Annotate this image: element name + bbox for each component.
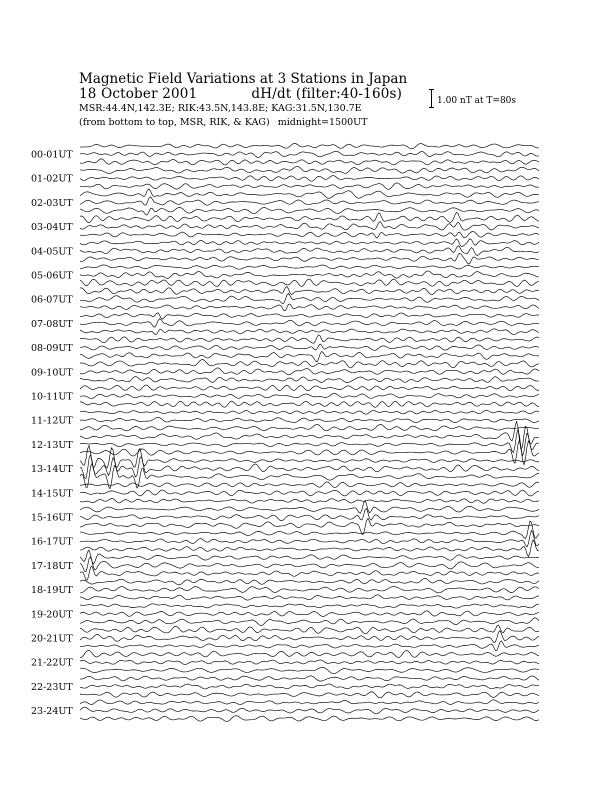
hour-row	[31, 335, 539, 362]
chart-date: 18 October 2001	[79, 86, 198, 102]
trace-kag	[80, 335, 539, 343]
trace-rik	[80, 221, 539, 230]
hour-label: 10-11UT	[31, 391, 73, 403]
trace-kag	[80, 700, 539, 705]
trace-msr	[80, 498, 539, 503]
trace-msr	[80, 667, 539, 673]
trace-msr	[80, 377, 539, 383]
trace-rik	[80, 587, 539, 593]
hour-row	[31, 313, 539, 335]
station-order-note: (from bottom to top, MSR, RIK, & KAG)	[79, 117, 270, 128]
trace-kag	[80, 578, 539, 585]
hour-row	[31, 650, 539, 673]
trace-msr	[80, 401, 539, 407]
midnight-note: midnight=1500UT	[277, 117, 368, 128]
trace-rik	[80, 197, 539, 205]
trace-rik	[80, 151, 539, 157]
hour-label: 15-16UT	[31, 512, 73, 524]
trace-kag	[80, 482, 539, 488]
trace-rik	[80, 660, 539, 665]
trace-kag	[80, 265, 539, 269]
hour-row	[31, 143, 539, 165]
trace-kag	[80, 676, 539, 681]
trace-kag	[80, 212, 539, 222]
hour-row	[31, 482, 539, 503]
hour-label: 11-12UT	[31, 415, 73, 427]
trace-rik	[80, 417, 539, 422]
trace-msr	[80, 424, 539, 430]
hour-label: 22-23UT	[31, 681, 73, 693]
hour-label: 05-06UT	[31, 270, 73, 282]
trace-msr	[80, 540, 539, 557]
trace-rik	[80, 684, 539, 689]
trace-kag	[80, 286, 539, 294]
hour-row	[31, 578, 539, 600]
hour-label: 09-10UT	[31, 367, 73, 379]
trace-msr	[80, 253, 539, 264]
trace-kag	[80, 385, 539, 391]
trace-kag	[80, 604, 539, 608]
hour-label: 16-17UT	[31, 536, 73, 548]
hour-row	[31, 521, 539, 557]
trace-msr	[80, 352, 539, 362]
trace-rik	[80, 368, 539, 375]
hour-row	[31, 625, 539, 651]
hour-row	[31, 166, 539, 189]
trace-kag	[80, 421, 539, 449]
hour-label: 13-14UT	[31, 464, 73, 476]
trace-rik	[80, 271, 539, 278]
trace-rik	[80, 490, 539, 496]
hour-row	[31, 445, 539, 488]
trace-msr	[80, 566, 539, 580]
trace-kag	[80, 239, 539, 247]
trace-rik	[80, 429, 539, 456]
hour-label: 14-15UT	[31, 488, 73, 500]
hour-row	[31, 286, 539, 310]
trace-kag	[80, 625, 539, 634]
trace-rik	[80, 631, 539, 643]
trace-msr	[80, 518, 539, 534]
hour-label: 20-21UT	[31, 633, 73, 645]
chart-quantity: dH/dt (filter:40-160s)	[251, 86, 403, 102]
trace-kag	[80, 550, 539, 564]
trace-msr	[80, 159, 539, 165]
hour-row	[31, 500, 539, 534]
hour-row	[31, 265, 539, 287]
hour-row	[31, 676, 539, 698]
trace-rik	[80, 393, 539, 398]
trace-msr	[80, 279, 539, 287]
hour-label: 17-18UT	[31, 560, 73, 572]
trace-msr	[80, 641, 539, 651]
trace-msr	[80, 716, 539, 722]
scale-label: 1.00 nT at T=80s	[437, 96, 517, 106]
trace-msr	[80, 329, 539, 335]
hour-row	[31, 700, 539, 722]
trace-kag	[80, 650, 539, 657]
hour-label: 02-03UT	[31, 197, 73, 209]
trace-msr	[80, 595, 539, 600]
trace-rik	[80, 344, 539, 350]
trace-kag	[80, 313, 539, 319]
trace-rik	[80, 611, 539, 617]
station-coordinates: MSR:44.4N,142.3E; RIK:43.5N,143.8E; KAG:31.5N,130.7E	[79, 103, 362, 114]
trace-msr	[80, 618, 539, 626]
hour-row	[31, 604, 539, 626]
trace-rik	[80, 707, 539, 714]
trace-kag	[80, 410, 539, 414]
hour-row	[31, 360, 539, 383]
trace-msr	[80, 183, 539, 189]
hour-label: 19-20UT	[31, 609, 73, 621]
trace-rik	[80, 246, 539, 256]
trace-msr	[80, 207, 539, 215]
hour-label: 23-24UT	[31, 706, 73, 718]
trace-kag	[80, 166, 539, 173]
hour-row	[31, 550, 539, 580]
trace-kag	[80, 360, 539, 368]
hour-label: 12-13UT	[31, 439, 73, 451]
hour-label: 18-19UT	[31, 585, 73, 597]
hour-row	[31, 410, 539, 431]
trace-rik	[80, 294, 539, 304]
hour-label: 01-02UT	[31, 173, 73, 185]
hour-label: 08-09UT	[31, 343, 73, 355]
hour-label: 00-01UT	[31, 149, 73, 161]
hour-label: 03-04UT	[31, 222, 73, 234]
hour-row	[31, 239, 539, 264]
trace-rik	[80, 176, 539, 182]
hour-row	[31, 189, 539, 215]
trace-msr	[80, 692, 539, 698]
hour-row	[31, 212, 539, 238]
trace-msr	[80, 464, 539, 489]
hour-label: 21-22UT	[31, 657, 73, 669]
trace-kag	[80, 189, 539, 199]
trace-kag	[80, 143, 539, 148]
trace-msr	[80, 231, 539, 238]
hour-label: 07-08UT	[31, 318, 73, 330]
trace-kag	[80, 445, 539, 468]
trace-rik	[80, 319, 539, 327]
hour-row	[31, 385, 539, 407]
hour-label: 06-07UT	[31, 294, 73, 306]
hour-label: 04-05UT	[31, 246, 73, 258]
trace-msr	[80, 304, 539, 311]
chart-title: Magnetic Field Variations at 3 Stations in Japan	[79, 71, 408, 87]
